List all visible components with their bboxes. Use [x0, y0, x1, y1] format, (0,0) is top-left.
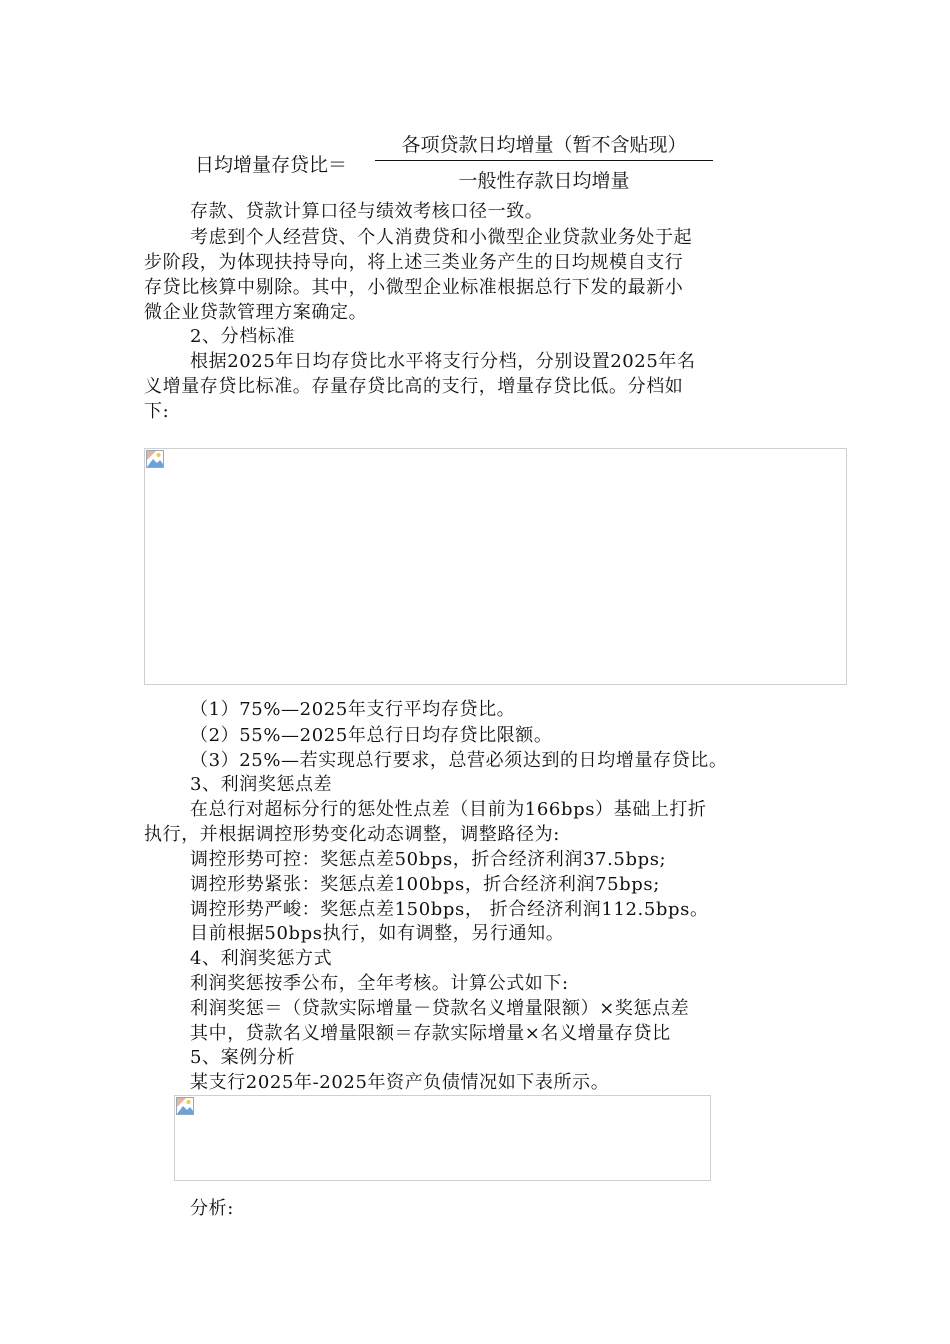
paragraph-line: 目前根据50bps执行，如有调整，另行通知。	[190, 923, 565, 944]
broken-image-icon	[176, 1097, 194, 1115]
paragraph-line: 调控形势紧张：奖惩点差100bps，折合经济利润75bps;	[190, 874, 660, 895]
paragraph-line: 存贷比核算中剔除。其中，小微型企业标准根据总行下发的最新小	[144, 277, 684, 298]
broken-image-icon	[146, 450, 164, 468]
paragraph-line: 步阶段，为体现扶持导向，将上述三类业务产生的日均规模自支行	[144, 252, 684, 273]
note-line: （2）55%—2025年总行日均存贷比限额。	[190, 725, 553, 746]
section-heading: 3、利润奖惩点差	[190, 774, 333, 795]
formula-line: 利润奖惩＝（贷款实际增量－贷款名义增量限额）×奖惩点差	[190, 998, 690, 1019]
paragraph-line: 调控形势可控：奖惩点差50bps，折合经济利润37.5bps;	[190, 849, 667, 870]
loan-deposit-ratio-formula	[195, 130, 735, 192]
paragraph-line: 义增量存贷比标准。存量存贷比高的支行，增量存贷比低。分档如	[144, 376, 684, 397]
paragraph-line: 根据2025年日均存贷比水平将支行分档，分别设置2025年名	[190, 351, 696, 372]
paragraph-line: 执行，并根据调控形势变化动态调整，调整路径为:	[144, 824, 560, 845]
tier-table-image	[144, 448, 847, 685]
note-line: （1）75%—2025年支行平均存贷比。	[190, 699, 516, 720]
analysis-label: 分析:	[190, 1198, 234, 1219]
paragraph-line: 微企业贷款管理方案确定。	[144, 302, 368, 323]
paragraph-line: 利润奖惩按季公布，全年考核。计算公式如下:	[190, 973, 569, 994]
section-heading: 2、分档标准	[190, 326, 296, 347]
note-line: （3）25%—若实现总行要求，总营必须达到的日均增量存贷比。	[190, 750, 728, 771]
balance-sheet-image	[174, 1095, 711, 1181]
formula-denominator: 一般性存款日均增量	[458, 170, 630, 192]
paragraph-line: 存款、贷款计算口径与绩效考核口径一致。	[190, 201, 544, 222]
section-heading: 5、案例分析	[190, 1047, 296, 1068]
fraction-bar	[375, 160, 713, 161]
formula-numerator: 各项贷款日均增量（暂不含贴现）	[401, 134, 687, 156]
paragraph-line: 调控形势严峻：奖惩点差150bps， 折合经济利润112.5bps。	[190, 899, 709, 920]
formula-line: 其中，贷款名义增量限额＝存款实际增量×名义增量存贷比	[190, 1023, 671, 1044]
paragraph-line: 某支行2025年-2025年资产负债情况如下表所示。	[190, 1072, 610, 1093]
paragraph-line: 在总行对超标分行的惩处性点差（目前为166bps）基础上打折	[190, 799, 707, 820]
formula-lhs: 日均增量存贷比＝	[195, 154, 348, 176]
paragraph-line: 考虑到个人经营贷、个人消费贷和小微型企业贷款业务处于起	[190, 227, 693, 248]
paragraph-line: 下:	[144, 401, 170, 422]
section-heading: 4、利润奖惩方式	[190, 948, 333, 969]
